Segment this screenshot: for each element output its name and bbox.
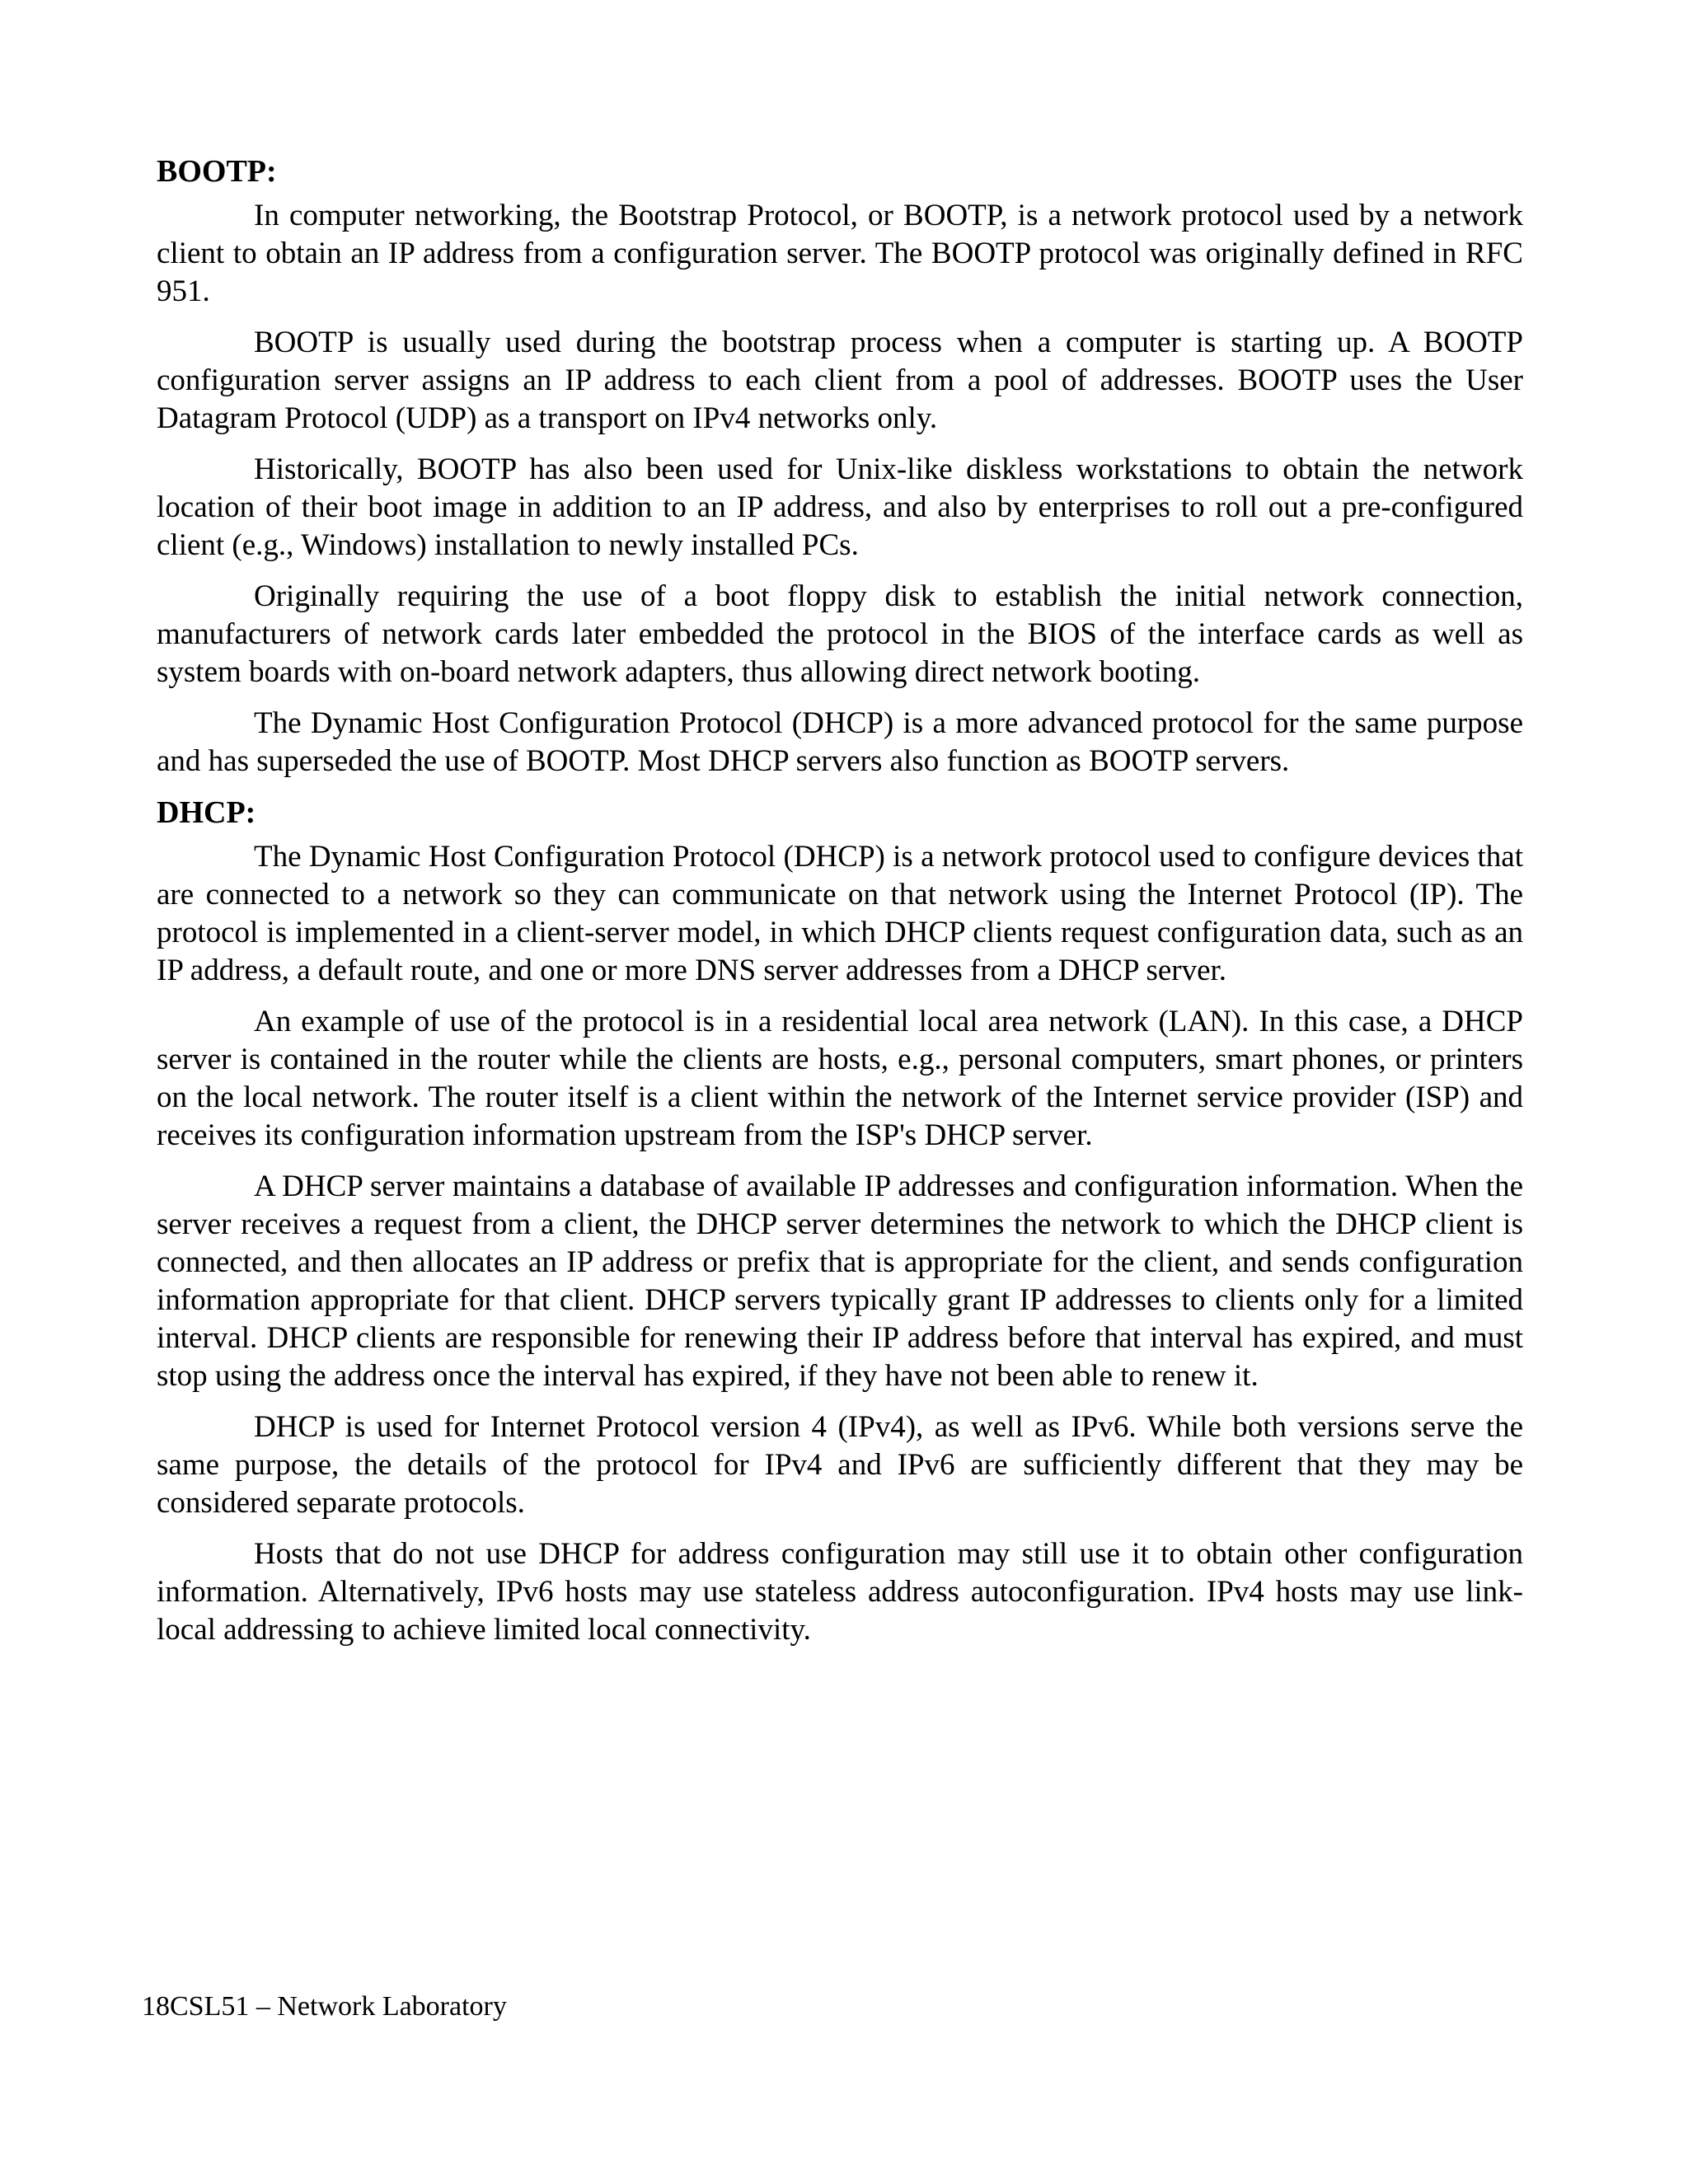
paragraph: DHCP is used for Internet Protocol version 4 (IPv4), as well as IPv6. While both versions serve the same purpose, the details of the protocol for IPv4 and IPv6 are sufficiently different that they may be considered separate protocols. <box>157 1410 1523 1520</box>
paragraph: BOOTP is usually used during the bootstrap process when a computer is starting up. A BOOTP configuration server assigns an IP address to each client from a pool of addresses. BOOTP uses the User Datagram Protocol (UDP) as a transport on IPv4 networks only. <box>157 326 1523 435</box>
page-body <box>157 152 1523 1662</box>
section-dhcp <box>157 794 1523 1649</box>
paragraph: A DHCP server maintains a database of available IP addresses and configuration information. When the server receives a request from a client, the DHCP server determines the network to which the DHCP client is connected, and then allocates an IP address or prefix that is appropriate for the client, and sends configuration information appropriate for that client. DHCP servers typically grant IP addresses to clients only for a limited interval. DHCP clients are responsible for renewing their IP address before that interval has expired, and must stop using the address once the interval has expired, if they have not been able to renew it. <box>157 1169 1523 1393</box>
paragraph: Historically, BOOTP has also been used for Unix-like diskless workstations to obtain the network location of their boot image in addition to an IP address, and also by enterprises to roll out a pre-configured client (e.g., Windows) installation to newly installed PCs. <box>157 452 1523 562</box>
paragraph: Originally requiring the use of a boot floppy disk to establish the initial network connection, manufacturers of network cards later embedded the protocol in the BIOS of the interface cards as well as system boards with on-board network adapters, thus allowing direct network booting. <box>157 579 1523 689</box>
paragraph: The Dynamic Host Configuration Protocol (DHCP) is a more advanced protocol for the same purpose and has superseded the use of BOOTP. Most DHCP servers also function as BOOTP servers. <box>157 706 1523 778</box>
paragraph: Hosts that do not use DHCP for address configuration may still use it to obtain other configuration information. Alternatively, IPv6 hosts may use stateless address autoconfiguration. IPv4 hosts may use link-local addressing to achieve limited local connectivity. <box>157 1537 1523 1647</box>
page-footer: 18CSL51 – Network Laboratory <box>142 1991 507 2022</box>
section-bootp <box>157 152 1523 780</box>
paragraph: In computer networking, the Bootstrap Protocol, or BOOTP, is a network protocol used by a network client to obtain an IP address from a configuration server. The BOOTP protocol was originally defined in RFC 951. <box>157 199 1523 308</box>
section-heading: DHCP: <box>157 795 256 830</box>
section-heading: BOOTP: <box>157 154 277 189</box>
paragraph: An example of use of the protocol is in a residential local area network (LAN). In this case, a DHCP server is contained in the router while the clients are hosts, e.g., personal computers, smart phones, or printers on the local network. The router itself is a client within the network of the Internet service provider (ISP) and receives its configuration information upstream from the ISP's DHCP server. <box>157 1005 1523 1152</box>
paragraph: The Dynamic Host Configuration Protocol (DHCP) is a network protocol used to configure devices that are connected to a network so they can communicate on that network using the Internet Protocol (IP). The protocol is implemented in a client-server model, in which DHCP clients request configuration data, such as an IP address, a default route, and one or more DNS server addresses from a DHCP server. <box>157 840 1523 987</box>
